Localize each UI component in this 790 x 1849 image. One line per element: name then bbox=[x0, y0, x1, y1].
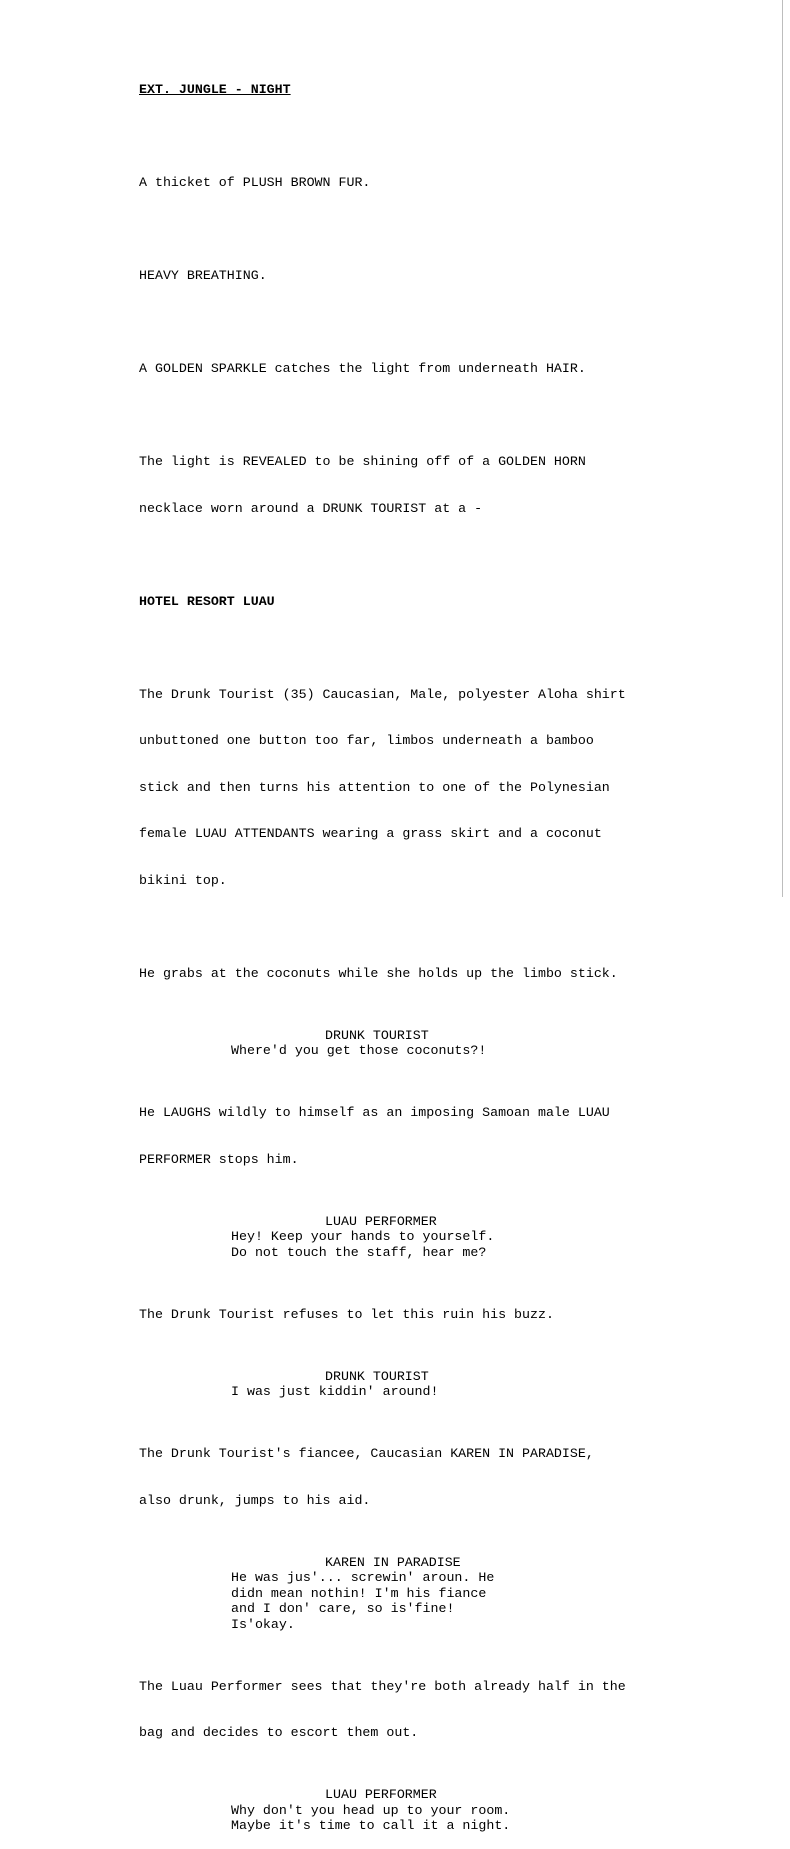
action-line: The Drunk Tourist (35) Caucasian, Male, polyester Aloha shirt bbox=[139, 686, 626, 702]
character-cue: DRUNK TOURIST bbox=[325, 1368, 429, 1384]
dialogue-line: Hey! Keep your hands to yourself. bbox=[231, 1229, 495, 1244]
action-block bbox=[139, 935, 769, 1013]
action-line: female LUAU ATTENDANTS wearing a grass skirt and a coconut bbox=[139, 826, 602, 841]
action-line: The Luau Performer sees that they're both already half in the bbox=[139, 1678, 626, 1694]
action-block bbox=[139, 144, 769, 222]
action-line: also drunk, jumps to his aid. bbox=[139, 1492, 371, 1508]
dialogue-block bbox=[139, 1787, 769, 1834]
dialogue-block bbox=[139, 1369, 769, 1400]
dialogue-line: and I don' care, so is'fine! bbox=[231, 1601, 455, 1616]
action-line: He grabs at the coconuts while she holds up the limbo stick. bbox=[139, 965, 618, 981]
subheading: HOTEL RESORT LUAU bbox=[139, 593, 275, 609]
action-line: bag and decides to escort them out. bbox=[139, 1725, 419, 1740]
dialogue-line: He was jus'... screwin' aroun. He bbox=[231, 1570, 495, 1585]
action-line: necklace worn around a DRUNK TOURIST at a - bbox=[139, 500, 483, 516]
action-block bbox=[139, 330, 769, 408]
dialogue-block bbox=[139, 1555, 769, 1633]
dialogue-block bbox=[139, 1214, 769, 1261]
action-line: The Drunk Tourist's fiancee, Caucasian KAREN IN PARADISE, bbox=[139, 1446, 594, 1461]
action-line: PERFORMER stops him. bbox=[139, 1151, 299, 1167]
character-cue: LUAU PERFORMER bbox=[325, 1213, 437, 1229]
character-cue: DRUNK TOURIST bbox=[325, 1027, 429, 1043]
action-block bbox=[139, 1074, 769, 1198]
action-line: unbuttoned one button too far, limbos underneath a bamboo bbox=[139, 733, 594, 748]
action-line: The Drunk Tourist refuses to let this ruin his buzz. bbox=[139, 1306, 554, 1322]
dialogue-line: Maybe it's time to call it a night. bbox=[231, 1818, 511, 1833]
action-block bbox=[139, 1276, 769, 1354]
screenplay-text bbox=[139, 51, 769, 1849]
action-line: The light is REVEALED to be shining off of a GOLDEN HORN bbox=[139, 454, 586, 469]
dialogue-line: Do not touch the staff, hear me? bbox=[231, 1244, 487, 1260]
action-block bbox=[139, 1648, 769, 1772]
action-line: HEAVY BREATHING. bbox=[139, 268, 267, 283]
action-line: He LAUGHS wildly to himself as an imposing Samoan male LUAU bbox=[139, 1105, 610, 1120]
action-block bbox=[139, 423, 769, 547]
action-block bbox=[139, 656, 769, 920]
character-cue: LUAU PERFORMER bbox=[325, 1787, 437, 1802]
dialogue-line: Why don't you head up to your room. bbox=[231, 1802, 511, 1818]
dialogue-line: Where'd you get those coconuts?! bbox=[231, 1043, 487, 1058]
slugline: EXT. JUNGLE - NIGHT bbox=[139, 82, 291, 97]
action-line: A GOLDEN SPARKLE catches the light from underneath HAIR. bbox=[139, 361, 586, 376]
action-line: stick and then turns his attention to one of the Polynesian bbox=[139, 779, 610, 795]
dialogue-line: didn mean nothin! I'm his fiance bbox=[231, 1585, 487, 1601]
action-line: A thicket of PLUSH BROWN FUR. bbox=[139, 175, 371, 190]
scene-heading bbox=[139, 51, 769, 129]
action-line: bikini top. bbox=[139, 872, 227, 888]
character-cue: KAREN IN PARADISE bbox=[325, 1554, 461, 1570]
dialogue-line: Is'okay. bbox=[231, 1616, 295, 1632]
dialogue-line: I was just kiddin' around! bbox=[231, 1384, 439, 1399]
action-block bbox=[139, 237, 769, 315]
action-block bbox=[139, 1415, 769, 1539]
subheading-block bbox=[139, 563, 769, 641]
dialogue-block bbox=[139, 1028, 769, 1059]
